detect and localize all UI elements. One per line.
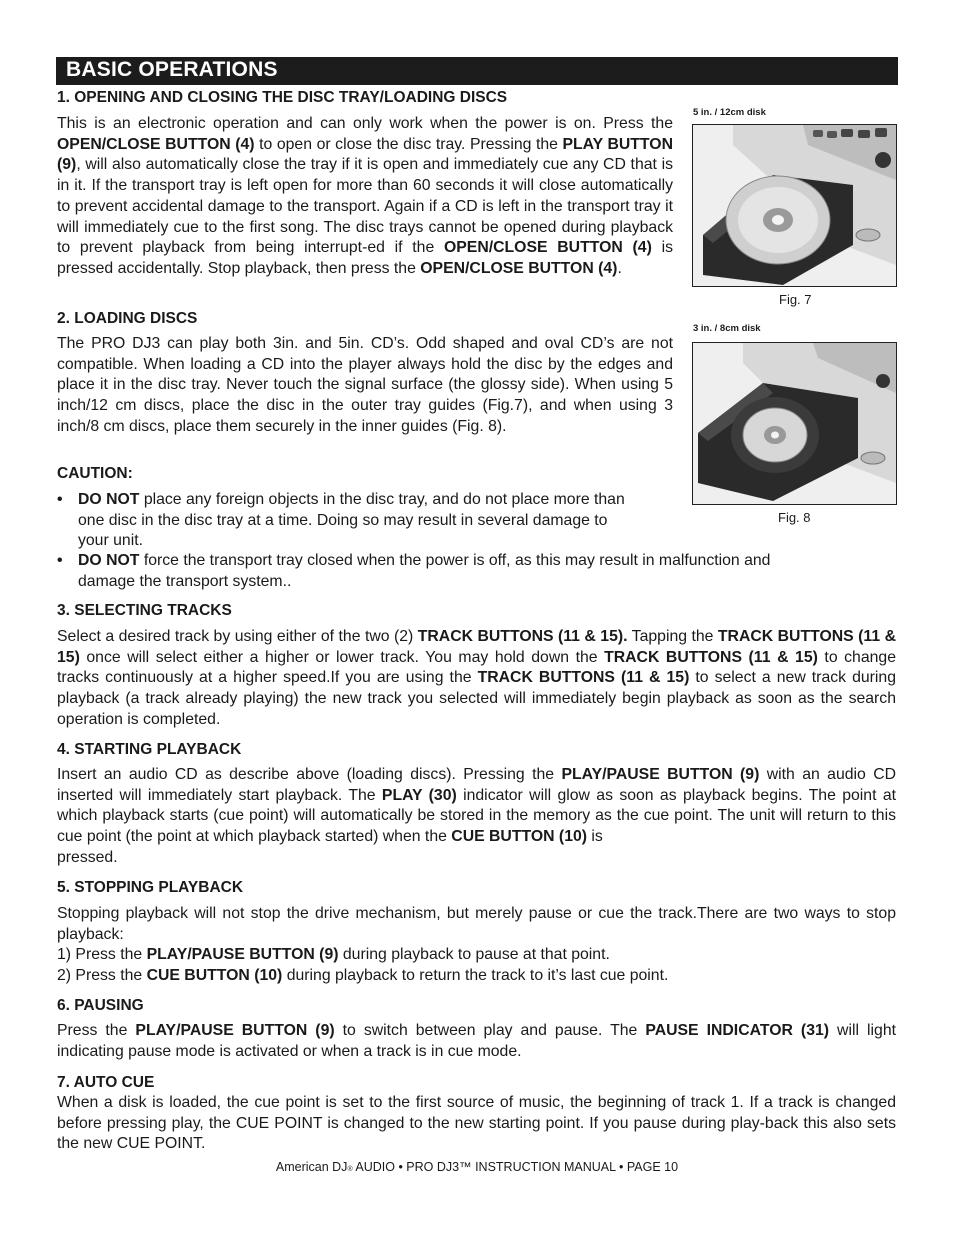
paragraph-auto-cue: When a disk is loaded, the cue point is set to the first source of music, the beginning of track 1. If a track is changed before pressing play, the CUE POINT is changed to the new starting point. If you pause during play-back this also sets the new CUE POINT. bbox=[57, 1094, 896, 1153]
paragraph-selecting-tracks: Select a desired track by using either of the two (2) TRACK BUTTONS (11 & 15). Tapping the TRACK BUTTONS (11 & 15) once will select either a higher or lower track. You may hold down the TRACK BUTTONS (11 & 15) to change tracks continuously at a higher speed.If you are using the TRACK BUTTONS (11 & 15) to select a new track during playback (a track already playing) the new track you selected will immediately begin playback as soon as the search operation is completed. bbox=[57, 628, 896, 728]
heading-auto-cue: 7. AUTO CUE bbox=[57, 1074, 155, 1091]
heading-opening-closing: 1. OPENING AND CLOSING THE DISC TRAY/LOADING DISCS bbox=[57, 89, 508, 106]
fig8-top-label: 3 in. / 8cm disk bbox=[693, 323, 761, 334]
fig7-caption: Fig. 7 bbox=[779, 292, 812, 307]
caution-bullet-1: • DO NOT place any foreign objects in the disc tray, and do not place more than one disc in the disc tray at a time. Doing so may result in several damage to your unit. bbox=[57, 491, 625, 550]
heading-pausing: 6. PAUSING bbox=[57, 997, 144, 1014]
cd-player-3in-illustration bbox=[693, 343, 896, 504]
caution-bullet-2: • DO NOT force the transport tray closed when the power is off, as this may result in malfunction and damage the transport system.. bbox=[57, 552, 771, 590]
caution-heading: CAUTION: bbox=[57, 465, 133, 482]
heading-starting-playback: 4. STARTING PLAYBACK bbox=[57, 741, 242, 758]
cd-player-5in-illustration bbox=[693, 125, 896, 286]
bullet-mark: • bbox=[57, 552, 63, 569]
fig7-image bbox=[692, 124, 897, 287]
paragraph-starting-playback: Insert an audio CD as describe above (loading discs). Pressing the PLAY/PAUSE BUTTON (9) with an audio CD inserted will immediately start playback. The PLAY (30) indicator will glow as soon as playback begins. The point at which playback starts (cue point) will automatically be stored in the memory as the cue point. The unit will return to this cue point (the point at which playback started) when the CUE BUTTON (10) is pressed. bbox=[57, 766, 897, 866]
section-title-bar bbox=[56, 57, 898, 85]
section-title: BASIC OPERATIONS bbox=[66, 58, 278, 81]
heading-stopping-playback: 5. STOPPING PLAYBACK bbox=[57, 879, 244, 896]
heading-selecting-tracks: 3. SELECTING TRACKS bbox=[57, 602, 232, 619]
fig7-top-label: 5 in. / 12cm disk bbox=[693, 107, 766, 118]
fig8-caption: Fig. 8 bbox=[778, 510, 811, 525]
page-footer: American DJ® AUDIO • PRO DJ3™ INSTRUCTION MANUAL • PAGE 10 bbox=[275, 1160, 679, 1174]
paragraph-opening-closing: This is an electronic operation and can only work when the power is on. Press the OPEN/CLOSE BUTTON (4) to open or close the disc tray. Pressing the PLAY BUTTON (9), will also automatically close the tray if it is open and immediately cue any CD that is in it. If the transport tray is left open for more than 60 seconds it will close automatically to prevent accidental damage to the transport. Again if a CD is left in the transport tray it will immediately cue to the first song. The disc trays cannot be opened during playback to prevent playback from being interrupt-ed if the OPEN/CLOSE BUTTON (4) is pressed accidentally. Stop playback, then press the OPEN/CLOSE BUTTON (4). bbox=[57, 115, 673, 277]
paragraph-loading-discs: The PRO DJ3 can play both 3in. and 5in. CD’s. Odd shaped and oval CD’s are not compatible. When loading a CD into the player always hold the disc by the edges and place it in the disc tray. Never touch the signal surface (the glossy side). When using 5 inch/12 cm discs, place the disc in the outer tray guides (Fig.7), and when using 3 inch/8 cm discs, place them securely in the inner guides (Fig. 8). bbox=[57, 335, 673, 435]
fig8-image bbox=[692, 342, 897, 505]
heading-loading-discs: 2. LOADING DISCS bbox=[57, 310, 198, 327]
paragraph-stopping-playback: Stopping playback will not stop the drive mechanism, but merely pause or cue the track.There are two ways to stop playback: 1) Press the PLAY/PAUSE BUTTON (9) during playback to pause at that point. 2) Press the CUE BUTTON (10) during playback to return the track to it’s last cue point. bbox=[57, 905, 896, 985]
bullet-mark: • bbox=[57, 491, 63, 508]
paragraph-pausing: Press the PLAY/PAUSE BUTTON (9) to switch between play and pause. The PAUSE INDICATOR (31) will light indicating pause mode is activated or when a track is in cue mode. bbox=[57, 1022, 897, 1060]
